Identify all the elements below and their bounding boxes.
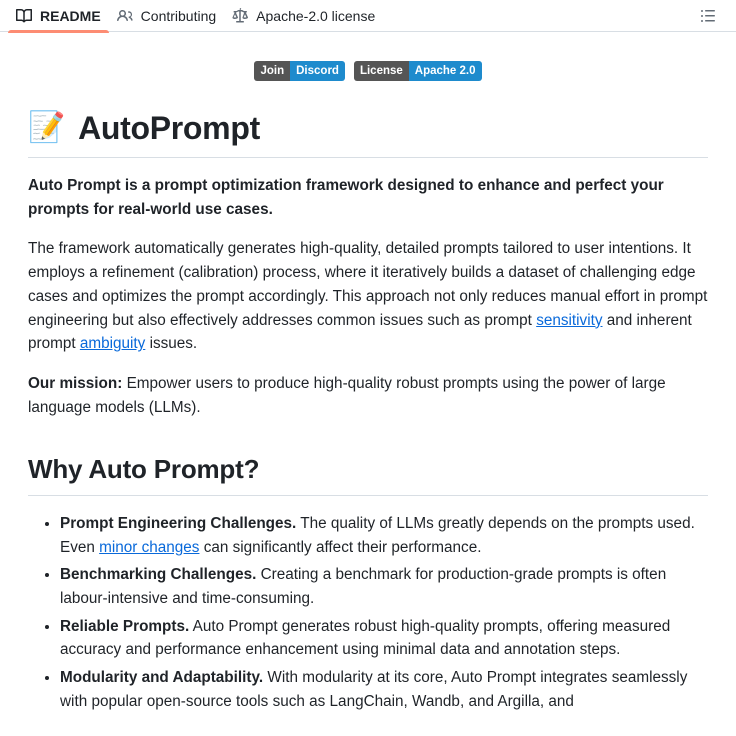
list-item bbox=[60, 615, 708, 662]
page-title-text: AutoPrompt bbox=[78, 110, 260, 146]
list-item bbox=[60, 666, 708, 713]
people-icon bbox=[117, 8, 133, 24]
tab-contributing[interactable] bbox=[109, 0, 225, 32]
minor-changes-link[interactable]: minor changes bbox=[99, 538, 200, 556]
feature-list bbox=[28, 512, 708, 714]
tab-contributing-label: Contributing bbox=[140, 8, 217, 24]
mission-text: Empower users to produce high-quality robust prompts using the power of large language models (LLMs). bbox=[28, 374, 666, 416]
repo-tab-bar bbox=[0, 0, 736, 32]
bullet-term: Prompt Engineering Challenges. bbox=[60, 514, 297, 532]
tab-license[interactable] bbox=[224, 0, 383, 32]
list-item bbox=[60, 512, 708, 559]
section-heading-why-auto-prompt: Why Auto Prompt? bbox=[28, 453, 708, 496]
bullet-term: Reliable Prompts. bbox=[60, 617, 190, 635]
tab-readme[interactable] bbox=[8, 0, 109, 32]
bullet-term: Benchmarking Challenges. bbox=[60, 566, 257, 584]
discord-badge[interactable] bbox=[254, 61, 344, 81]
tab-readme-label: README bbox=[40, 8, 101, 24]
scale-icon bbox=[232, 8, 248, 24]
bullet-text-after: can significantly affect their performance. bbox=[199, 538, 482, 556]
bullet-term: Modularity and Adaptability. bbox=[60, 669, 264, 687]
mission-paragraph bbox=[28, 372, 708, 419]
ambiguity-link[interactable]: ambiguity bbox=[79, 335, 146, 353]
book-icon bbox=[16, 8, 32, 24]
intro-text-part1: The framework automatically generates high-quality, detailed prompts tailored to user intentions. It employs a refinement (calibration) process, where it iteratively builds a dataset of challenging edge cases and optimizes the prompt accordingly. This approach not only reduces manual effort in prompt engineering but also effectively addresses common issues such as prompt bbox=[28, 240, 708, 329]
page-title bbox=[28, 108, 708, 158]
list-item bbox=[60, 563, 708, 610]
bullet-text-before: Creating a benchmark for production-grade prompts is often labour-intensive and time-consuming. bbox=[60, 566, 667, 607]
intro-paragraph bbox=[28, 237, 708, 356]
intro-text-part2: and inherent prompt bbox=[28, 311, 692, 353]
tab-license-label: Apache-2.0 license bbox=[256, 8, 376, 24]
discord-badge-key: Join bbox=[254, 61, 290, 81]
bullet-text-before: With modularity at its core, Auto Prompt integrates seamlessly with popular open-source tools such as LangChain, Wandb, and Argilla, and bbox=[60, 669, 688, 710]
license-badge[interactable] bbox=[354, 61, 482, 81]
license-badge-value: Apache 2.0 bbox=[409, 61, 482, 81]
sensitivity-link[interactable]: sensitivity bbox=[536, 311, 603, 329]
license-badge-key: License bbox=[354, 61, 409, 81]
memo-emoji: 📝 bbox=[28, 111, 66, 144]
intro-text-part3: issues. bbox=[145, 335, 198, 353]
mission-label: Our mission: bbox=[28, 374, 123, 392]
outline-list-icon[interactable] bbox=[694, 2, 722, 30]
bullet-text-before: The quality of LLMs greatly depends on the prompts used. Even bbox=[60, 514, 695, 556]
bullet-text-before: Auto Prompt generates robust high-quality prompts, offering measured accuracy and performance enhancement using minimal data and annotation steps. bbox=[60, 617, 671, 659]
readme-content bbox=[0, 61, 736, 713]
badge-row bbox=[28, 61, 708, 81]
discord-badge-value: Discord bbox=[290, 61, 345, 81]
lead-paragraph: Auto Prompt is a prompt optimization framework designed to enhance and perfect your prompts for real-world use cases. bbox=[28, 177, 664, 218]
